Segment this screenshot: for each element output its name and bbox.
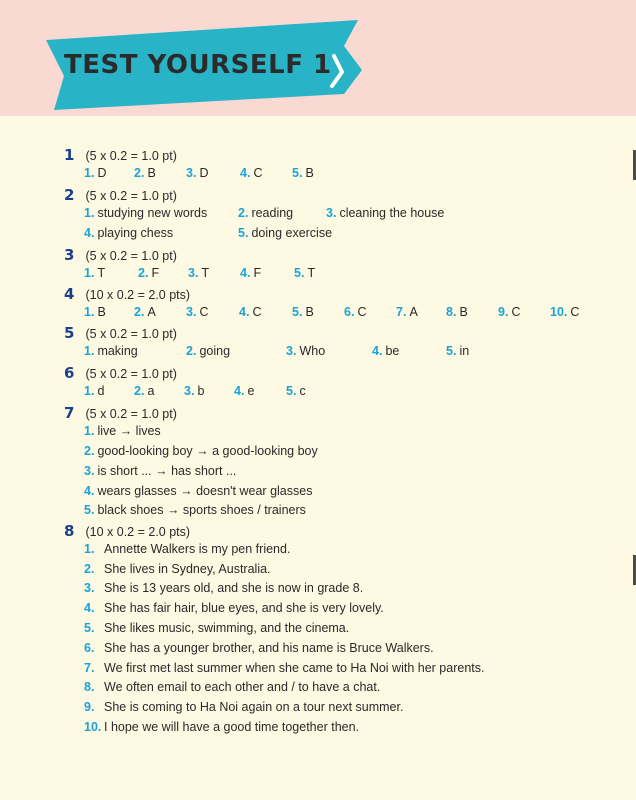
sentence-item <box>84 700 403 720</box>
section-number: 8 <box>64 522 75 540</box>
answer-text: doing exercise <box>251 226 333 240</box>
section-1-header <box>64 146 177 166</box>
wrong-text: live <box>97 424 117 438</box>
sentence-item <box>84 720 359 740</box>
answer-number: 5. <box>294 266 305 280</box>
correct-text: has short ... <box>171 464 237 478</box>
section-number: 6 <box>64 364 75 382</box>
sentence-item <box>84 621 349 641</box>
sentence-text: I hope we will have a good time together then. <box>104 720 360 734</box>
answer-text: d <box>97 384 105 398</box>
answer-text: e <box>247 384 255 398</box>
wrong-text: is short ... <box>97 464 152 478</box>
answer-text: C <box>511 305 521 319</box>
answer-number: 2. <box>84 444 95 458</box>
sentence-text: She has fair hair, blue eyes, and she is very lovely. <box>104 601 384 615</box>
answer-number: 1. <box>84 305 95 319</box>
answer-text: F <box>151 266 160 280</box>
answer-number: 4. <box>240 266 251 280</box>
sentence-text: She likes music, swimming, and the cinema. <box>104 621 350 635</box>
answer-text: T <box>201 266 210 280</box>
answer-number: 3. <box>286 344 297 358</box>
answer-text: a <box>147 384 155 398</box>
correct-text: lives <box>135 424 161 438</box>
answer-item <box>84 305 106 319</box>
answer-text: b <box>197 384 205 398</box>
answer-number: 2. <box>134 384 145 398</box>
answer-number: 2. <box>134 166 145 180</box>
sentence-text: She is coming to Ha Noi again on a tour next summer. <box>104 700 404 714</box>
answer-item <box>186 344 230 358</box>
section-score: (10 x 0.2 = 2.0 pts) <box>85 288 191 302</box>
answer-item <box>234 384 254 398</box>
sentence-item <box>84 542 290 562</box>
sentence-text: Annette Walkers is my pen friend. <box>104 542 291 556</box>
section-3-header <box>64 246 177 266</box>
answer-text: B <box>97 305 106 319</box>
answer-text: cleaning the house <box>339 206 445 220</box>
answer-text: c <box>299 384 306 398</box>
answer-number: 6. <box>84 641 95 655</box>
correction-item <box>84 484 312 504</box>
correction-item <box>84 424 161 444</box>
answer-item <box>446 344 469 358</box>
answer-item <box>84 266 105 280</box>
answer-item <box>446 305 468 319</box>
answer-item <box>372 344 399 358</box>
sentence-item <box>84 562 271 582</box>
sentence-text: She has a younger brother, and his name is Bruce Walkers. <box>104 641 434 655</box>
answer-number: 4. <box>84 226 95 240</box>
answer-number: 3. <box>84 581 95 595</box>
answer-number: 3. <box>84 464 95 478</box>
arrow-icon: → <box>119 424 133 438</box>
answer-number: 1. <box>84 166 95 180</box>
answer-item <box>134 384 154 398</box>
answer-text: studying new words <box>97 206 208 220</box>
answer-item <box>186 166 208 180</box>
answer-number: 1. <box>84 384 95 398</box>
answer-number: 2. <box>186 344 197 358</box>
answer-text: C <box>252 305 262 319</box>
section-score: (5 x 0.2 = 1.0 pt) <box>85 327 177 341</box>
section-number: 5 <box>64 324 75 342</box>
correct-text: sports shoes / trainers <box>182 503 306 517</box>
section-score: (5 x 0.2 = 1.0 pt) <box>85 249 177 263</box>
answer-number: 1. <box>84 424 95 438</box>
correct-text: doesn't wear glasses <box>196 484 313 498</box>
answer-number: 5. <box>292 166 303 180</box>
section-number: 1 <box>64 146 75 164</box>
answer-number: 7. <box>396 305 407 319</box>
answer-number: 1. <box>84 206 95 220</box>
answer-number: 5. <box>84 621 95 635</box>
answer-number: 2. <box>138 266 149 280</box>
answer-item <box>84 384 104 398</box>
section-6-header <box>64 364 177 384</box>
wrong-text: good-looking boy <box>97 444 193 458</box>
answer-item <box>240 266 261 280</box>
answer-item <box>138 266 159 280</box>
answer-number: 8. <box>446 305 457 319</box>
answer-number: 4. <box>239 305 250 319</box>
answer-item <box>238 226 332 240</box>
answer-text: A <box>147 305 156 319</box>
answer-number: 8. <box>84 680 95 694</box>
answer-item <box>344 305 366 319</box>
answer-text: C <box>357 305 367 319</box>
answer-number: 9. <box>498 305 509 319</box>
answer-item <box>84 226 173 240</box>
section-4-answers <box>84 305 624 325</box>
section-1-answers <box>84 166 624 186</box>
answer-number: 4. <box>240 166 251 180</box>
answer-item <box>188 266 209 280</box>
answer-number: 3. <box>326 206 337 220</box>
arrow-icon: → <box>155 464 168 478</box>
correction-item <box>84 503 306 523</box>
section-8-header <box>64 522 190 542</box>
section-2-answers <box>84 226 624 246</box>
answer-text: F <box>253 266 262 280</box>
answer-text: be <box>385 344 400 358</box>
sentence-text: We first met last summer when she came to Ha Noi with her parents. <box>104 661 485 675</box>
section-2-header <box>64 186 177 206</box>
answer-item <box>184 384 204 398</box>
answer-number: 5. <box>292 305 303 319</box>
answer-item <box>326 206 444 220</box>
section-number: 3 <box>64 246 75 264</box>
answer-item <box>498 305 520 319</box>
answer-number: 5. <box>286 384 297 398</box>
arrow-icon: → <box>166 503 180 517</box>
correction-item <box>84 464 236 484</box>
answer-number: 5. <box>446 344 457 358</box>
section-score: (5 x 0.2 = 1.0 pt) <box>85 149 177 163</box>
answer-item <box>84 206 207 220</box>
section-2-answers <box>84 206 624 226</box>
answer-text: B <box>147 166 156 180</box>
answer-item <box>239 305 261 319</box>
answer-text: Who <box>299 344 326 358</box>
arrow-icon: → <box>180 484 193 498</box>
answer-number: 1. <box>84 266 95 280</box>
answer-number: 2. <box>134 305 145 319</box>
answer-number: 4. <box>234 384 245 398</box>
section-number: 7 <box>64 404 75 422</box>
section-5-header <box>64 324 177 344</box>
answer-text: T <box>97 266 106 280</box>
correction-item <box>84 444 318 464</box>
answer-number: 3. <box>184 384 195 398</box>
answer-number: 1. <box>84 542 95 556</box>
section-score: (5 x 0.2 = 1.0 pt) <box>85 189 177 203</box>
answer-number: 3. <box>188 266 199 280</box>
answer-item <box>186 305 208 319</box>
section-7-header <box>64 404 177 424</box>
answer-item <box>134 166 156 180</box>
answer-number: 6. <box>344 305 355 319</box>
correct-text: a good-looking boy <box>212 444 318 458</box>
answer-text: making <box>97 344 138 358</box>
answer-number: 3. <box>186 166 197 180</box>
answer-number: 5. <box>238 226 249 240</box>
answer-number: 4. <box>84 601 95 615</box>
answer-item <box>240 166 262 180</box>
answer-item <box>292 305 314 319</box>
section-score: (5 x 0.2 = 1.0 pt) <box>85 407 177 421</box>
answer-text: C <box>253 166 263 180</box>
answer-text: B <box>305 305 314 319</box>
sentence-item <box>84 581 363 601</box>
answer-item <box>396 305 418 319</box>
answer-text: in <box>459 344 470 358</box>
answer-number: 9. <box>84 700 95 714</box>
answer-text: B <box>305 166 314 180</box>
answer-item <box>550 305 579 319</box>
arrow-icon: → <box>196 444 209 458</box>
answer-item <box>286 384 306 398</box>
answer-item <box>134 305 156 319</box>
answer-number: 5. <box>84 503 95 517</box>
answer-item <box>294 266 315 280</box>
section-5-answers <box>84 344 624 364</box>
answer-item <box>84 344 138 358</box>
answer-item <box>286 344 325 358</box>
answer-number: 10. <box>550 305 568 319</box>
answer-text: B <box>459 305 468 319</box>
page-title: TEST YOURSELF 1 <box>64 50 332 80</box>
sentence-item <box>84 661 484 681</box>
answer-number: 7. <box>84 661 95 675</box>
answer-text: D <box>199 166 209 180</box>
section-score: (10 x 0.2 = 2.0 pts) <box>85 525 191 539</box>
wrong-text: black shoes <box>97 503 164 517</box>
section-3-answers <box>84 266 624 286</box>
section-4-header <box>64 285 190 305</box>
answer-number: 4. <box>372 344 383 358</box>
section-number: 4 <box>64 285 75 303</box>
section-score: (5 x 0.2 = 1.0 pt) <box>85 367 177 381</box>
sentence-item <box>84 601 384 621</box>
wrong-text: wears glasses <box>97 484 177 498</box>
answer-number: 4. <box>84 484 95 498</box>
answer-text: going <box>199 344 231 358</box>
answer-number: 2. <box>238 206 249 220</box>
answer-text: T <box>307 266 316 280</box>
sentence-text: She is 13 years old, and she is now in grade 8. <box>104 581 364 595</box>
answer-text: A <box>409 305 418 319</box>
answer-number: 1. <box>84 344 95 358</box>
answer-number: 2. <box>84 562 95 576</box>
sentence-item <box>84 641 434 661</box>
sentence-text: We often email to each other and / to have a chat. <box>104 680 381 694</box>
sentence-text: She lives in Sydney, Australia. <box>104 562 271 576</box>
section-6-answers <box>84 384 624 404</box>
answer-item <box>238 206 293 220</box>
answer-text: playing chess <box>97 226 174 240</box>
answer-number: 3. <box>186 305 197 319</box>
answer-item <box>84 166 106 180</box>
answer-text: D <box>97 166 107 180</box>
sentence-item <box>84 680 380 700</box>
answer-text: C <box>570 305 580 319</box>
answer-text: C <box>199 305 209 319</box>
section-number: 2 <box>64 186 75 204</box>
answer-item <box>292 166 314 180</box>
answer-number: 10. <box>84 720 102 734</box>
answer-text: reading <box>251 206 294 220</box>
